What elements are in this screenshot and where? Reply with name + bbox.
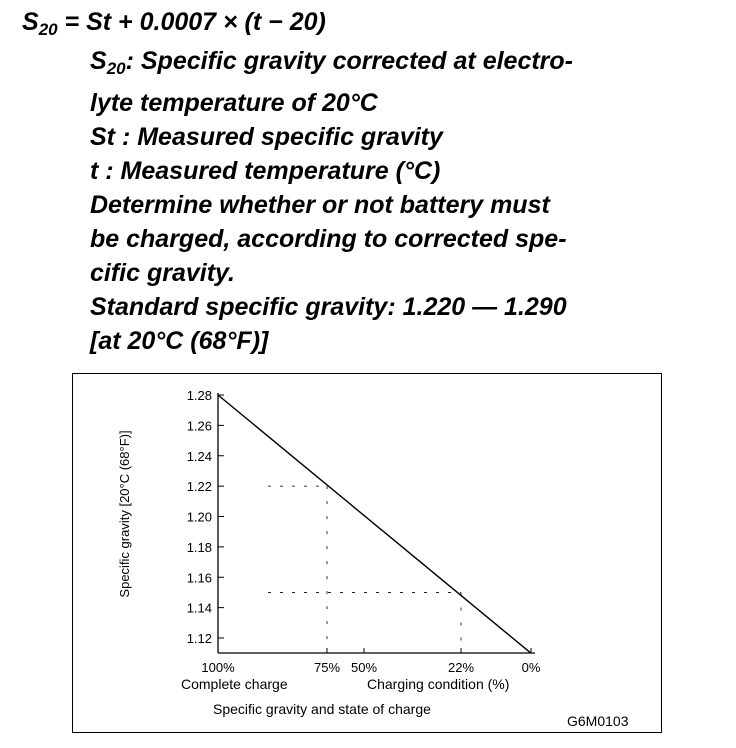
formula-expression: = St + 0.0007 × (t − 20): [57, 8, 326, 36]
s20-definition-cont: lyte temperature of 20°C: [90, 89, 378, 117]
st-definition: St : Measured specific gravity: [90, 123, 443, 151]
y-tick-label: 1.18: [186, 539, 212, 555]
x-tick-label: 100%: [201, 660, 235, 675]
chart-layer: [117, 388, 541, 675]
series-line: [218, 395, 531, 653]
t-definition: t : Measured temperature (°C): [90, 157, 441, 185]
definitions: [90, 44, 730, 358]
s20-definition: [90, 44, 730, 86]
y-tick-label: 1.16: [186, 570, 212, 586]
s20-subscript: 20: [106, 59, 126, 78]
x-tick-label: 75%: [313, 660, 341, 675]
y-tick-label: 1.28: [186, 388, 212, 403]
formula-symbol: S: [22, 8, 39, 36]
determine-line-1: Determine whether or not battery must: [90, 191, 550, 219]
figure-code: G6M0103: [567, 713, 629, 729]
charging-condition-label: Charging condition (%): [367, 676, 510, 692]
standard-line-2: [at 20°C (68°F)]: [90, 327, 269, 355]
complete-charge-label: Complete charge: [181, 676, 288, 692]
formula-subscript: 20: [38, 20, 58, 39]
y-axis-label: Specific gravity [20°C (68°F)]: [117, 430, 132, 598]
figure-caption: Specific gravity and state of charge: [213, 701, 431, 717]
chart: [73, 374, 663, 734]
determine-line-2: be charged, according to corrected spe-: [90, 225, 567, 253]
standard-line-1: Standard specific gravity: 1.220 — 1.290: [90, 293, 567, 321]
determine-line-3: cific gravity.: [90, 259, 235, 287]
x-tick-label: 50%: [350, 660, 378, 675]
y-tick-label: 1.22: [186, 479, 212, 495]
s20-text: : Specific gravity corrected at electro-: [125, 47, 573, 75]
y-tick-label: 1.14: [186, 600, 212, 616]
y-tick-label: 1.24: [186, 448, 212, 464]
figure-box: [72, 373, 662, 733]
x-tick-label: 0%: [521, 660, 541, 675]
x-tick-label: 22%: [447, 660, 475, 675]
y-tick-label: 1.26: [186, 418, 212, 434]
s20-symbol: S: [90, 47, 107, 75]
y-tick-label: 1.12: [186, 631, 212, 646]
y-tick-label: 1.20: [186, 509, 212, 525]
formula: [22, 8, 326, 40]
